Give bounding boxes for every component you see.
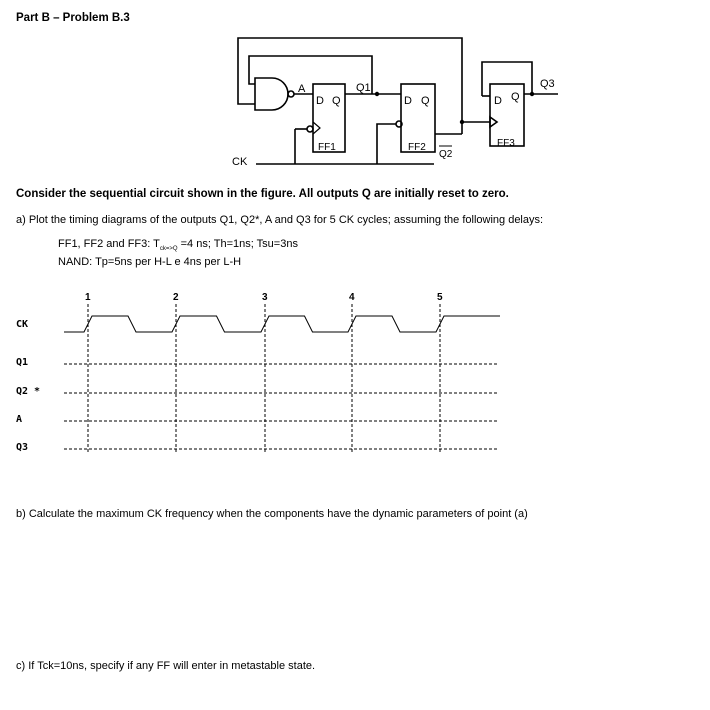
intro-text: Consider the sequential circuit shown in the figure. All outputs Q are initially reset to zero.: [16, 188, 509, 200]
signal-label: A: [16, 414, 23, 425]
cycle-number: 4: [349, 292, 355, 303]
signal-label: Q1: [16, 357, 29, 368]
cycle-number: 5: [437, 292, 443, 303]
signal-label: Q3: [16, 442, 29, 453]
cycle-number: 1: [85, 292, 91, 303]
ff3-name: FF3: [497, 138, 515, 149]
ff2-d: D: [404, 95, 412, 107]
ff3-q: Q: [511, 91, 520, 103]
ff3-d: D: [494, 95, 502, 107]
signal-label: Q2 *: [16, 386, 41, 397]
ck-label: CK: [232, 156, 248, 168]
ff1-d: D: [316, 95, 324, 107]
page-title: Part B – Problem B.3: [16, 12, 130, 24]
q1-label: Q1: [356, 82, 371, 94]
question-c: c) If Tck=10ns, specify if any FF will enter in metastable state.: [16, 660, 316, 672]
signal-label: CK: [16, 319, 29, 330]
delay-parameters: FF1, FF2 and FF3: $T_{ck=>Q} =4$ ns; Th=1ns; Tsu=3ns NAND: Tp=5ns per H-L e 4ns per L-H: [58, 238, 298, 269]
ck-waveform: [64, 316, 500, 332]
cycle-number: 2: [173, 292, 179, 303]
question-b: b) Calculate the maximum CK frequency when the components have the dynamic parameters of point (a): [16, 508, 528, 520]
ff1-q: Q: [332, 95, 341, 107]
ff2-name: FF2: [408, 142, 426, 153]
ff1-name: FF1: [318, 142, 336, 153]
cycle-number: 3: [262, 292, 268, 303]
q3-label: Q3: [540, 78, 555, 90]
ff2-q: Q: [421, 95, 430, 107]
q2-bar-label: Q2: [439, 149, 453, 160]
gate-output-label: A: [298, 83, 306, 95]
question-a: a) Plot the timing diagrams of the outputs Q1, Q2*, A and Q3 for 5 CK cycles; assuming the following delays:: [16, 214, 544, 226]
